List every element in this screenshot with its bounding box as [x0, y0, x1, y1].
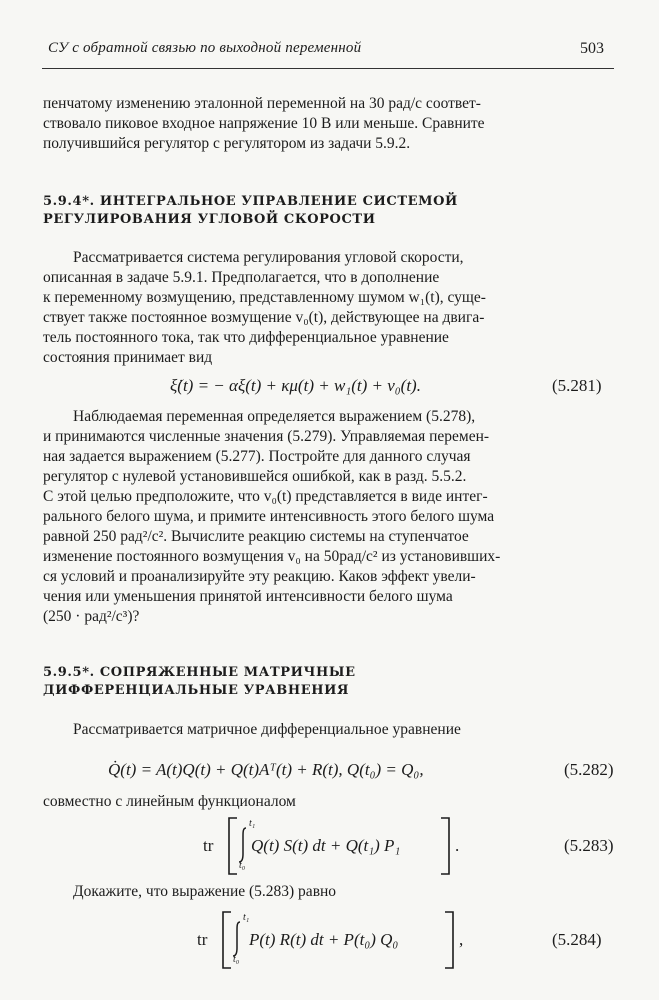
text-line: (250 · рад²/с³)? [43, 608, 140, 625]
heading-line: ДИФФЕРЕНЦИАЛЬНЫЕ УРАВНЕНИЯ [43, 683, 350, 698]
equation-punctuation: . [455, 836, 460, 855]
text-line: изменение постоянного возмущения v₀ на 50рад/с² из установивших- [43, 548, 501, 565]
equation-5-282: Q̇(t) = A(t)Q(t) + Q(t)Aᵀ(t) + R(t), Q(t₀) = Q₀, [108, 760, 424, 779]
text-line: чения или уменьшения принятой интенсивности белого шума [43, 588, 453, 605]
right-bracket-icon [443, 910, 457, 970]
section-2-paragraph-1 [73, 720, 613, 740]
page-number: 503 [580, 40, 604, 57]
text-line: Рассматривается система регулирования угловой скорости, [73, 249, 464, 266]
header-rule [42, 68, 614, 69]
text-line: описанная в задаче 5.9.1. Предполагается, что в дополнение [43, 269, 440, 286]
text-line: Рассматривается матричное дифференциальное уравнение [73, 721, 461, 738]
equation-number: (5.284) [552, 930, 602, 949]
text-line: к переменному возмущению, представленному шумом w₁(t), суще- [43, 289, 486, 306]
equation-5-284 [197, 910, 477, 970]
text-line: С этой целью предположите, что v₀(t) представляется в виде интег- [43, 488, 488, 505]
section-1-paragraph-2 [43, 407, 613, 627]
text-line: состояния принимает вид [43, 349, 213, 366]
text-line: регулятор с нулевой установившейся ошибкой, как в разд. 5.5.2. [43, 468, 467, 485]
text-line: ствовало пиковое входное напряжение 10 В или меньше. Сравните [43, 115, 485, 132]
integral-body: P(t) R(t) dt + P(t₀) Q₀ [249, 930, 399, 949]
intro-paragraph [43, 94, 613, 154]
equation-number: (5.282) [564, 760, 614, 779]
text-line: пенчатому изменению эталонной переменной на 30 рад/с соответ- [43, 95, 481, 112]
heading-line: РЕГУЛИРОВАНИЯ УГЛОВОЙ СКОРОСТИ [43, 212, 376, 227]
text-line: Докажите, что выражение (5.283) равно [73, 883, 337, 900]
text-line: тель постоянного тока, так что дифференциальное уравнение [43, 329, 449, 346]
equation-number: (5.283) [564, 836, 614, 855]
trace-operator: tr [203, 836, 214, 855]
text-line: совместно с линейным функционалом [43, 793, 296, 810]
lower-limit: t₀ [233, 954, 240, 965]
equation-5-281: ξ̇(t) = − αξ(t) + κμ(t) + w₁(t) + v₀(t). [170, 376, 421, 395]
section-heading-5-9-5 [43, 664, 603, 700]
integral-icon [237, 826, 249, 864]
text-line: получившийся регулятор с регулятором из задачи 5.9.2. [43, 135, 411, 152]
text-line: и принимаются численные значения (5.279). Управляемая перемен- [43, 428, 490, 445]
lower-limit: t₀ [239, 860, 246, 871]
text-line: ствует также постоянное возмущение v₀(t), действующее на двига- [43, 309, 485, 326]
section-2-paragraph-3 [73, 882, 613, 902]
upper-limit: t₁ [243, 912, 250, 923]
equation-number: (5.281) [552, 376, 602, 395]
trace-operator: tr [197, 930, 208, 949]
text-line: Наблюдаемая переменная определяется выражением (5.278), [73, 408, 476, 425]
right-bracket-icon [439, 816, 453, 876]
running-title: СУ с обратной связью по выходной переменной [48, 40, 362, 56]
text-line: ся условий и проанализируйте эту реакцию. Каков эффект увели- [43, 568, 476, 585]
equation-punctuation: , [459, 930, 464, 949]
heading-line: 5.9.5*. СОПРЯЖЕННЫЕ МАТРИЧНЫЕ [43, 665, 356, 680]
integral-body: Q(t) S(t) dt + Q(t₁) P₁ [251, 836, 401, 855]
integral-icon [231, 920, 243, 958]
text-line: ная задается выражением (5.277). Постройте для данного случая [43, 448, 471, 465]
heading-line: 5.9.4*. ИНТЕГРАЛЬНОЕ УПРАВЛЕНИЕ СИСТЕМОЙ [43, 194, 458, 209]
section-heading-5-9-4 [43, 193, 603, 229]
upper-limit: t₁ [249, 818, 256, 829]
equation-5-283 [203, 816, 463, 876]
text-line: равной 250 рад²/с². Вычислите реакцию системы на ступенчатое [43, 528, 469, 545]
text-line: рального белого шума, и примите интенсивность этого белого шума [43, 508, 495, 525]
section-2-paragraph-2 [43, 792, 613, 812]
section-1-paragraph-1 [43, 248, 613, 368]
